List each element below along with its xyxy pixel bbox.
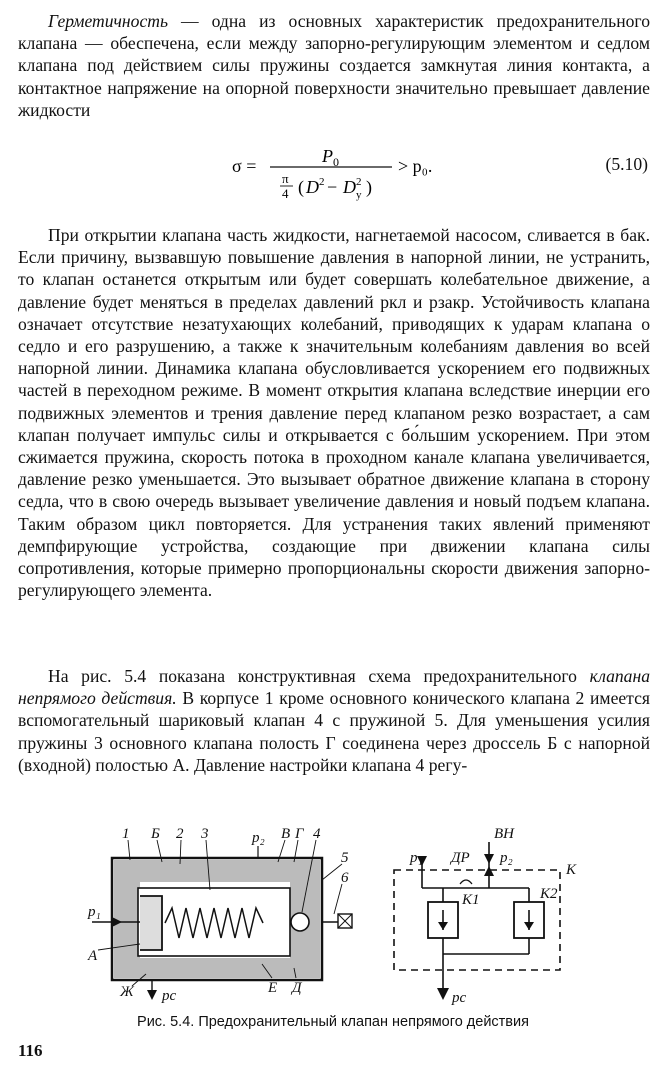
label-B: Б [151,826,160,842]
svg-text:2: 2 [319,176,325,188]
svg-text:D: D [343,177,356,197]
label-V: В [281,826,291,842]
formula-numerator-sub: 0 [333,155,339,169]
paragraph-figure-description-start: На рис. 5.4 показана конструктивная схема предохранительного [48,666,590,686]
equation-number: (5.10) [605,154,648,174]
label-K: К [566,862,576,878]
label-DR: ДР [451,850,470,866]
label-p1: p₁ [88,904,101,920]
paragraph-valve-opening [18,224,650,601]
svg-text:4: 4 [282,186,289,201]
label-1: 1 [122,826,130,842]
label-4: 4 [313,826,321,842]
figure-5-4 [0,818,666,1018]
label-pc: pc [162,988,177,1004]
label-A: А [88,948,98,964]
label-schematic-pc: pc [452,990,467,1006]
label-schematic-p2: p₂ [500,850,513,866]
paragraph-hermeticity [18,10,650,121]
formula-5-10 [0,140,666,206]
formula-numerator: P [322,146,333,166]
paragraph-hermeticity-text: — одна из основных характеристик предохранительного клапана — обеспечена, если между запорно-регулирующим элементом и седлом клапана под действием силы пружины создается замкнутая линия контакта, а контактное напряжение на опорной поверхности значительно превышает давление жидкости [18,11,650,120]
svg-text:(: ( [298,177,304,197]
formula-denominator [280,171,372,201]
label-3: 3 [201,826,209,842]
page-number: 116 [18,1041,43,1060]
paragraph-valve-opening-text: При открытии клапана часть жидкости, нагнетаемой насосом, сливается в бак. Если причину, вызвавшую повышение давления в напорной линии, не устранить, то клапан останется открытым или будет совершать колебательное движение, а давление будет меняться в пределах давлений pкл и pзакр. Устойчивость клапана означает отсутствие незатухающих колебаний, приводящих к ударам клапана о седло и его разрушению, а также к значительным колебаниям давления во всей напорной линии. Динамика клапана обусловливается ускорением его подвижных частей в переходном режиме. В момент открытия клапана вследствие инерции его подвижных элементов и трения давление перед клапаном резко возрастает, а сам клапан получает импульс силы и открывается с бо́льшим ускорением. При этом сжимается пружина, скорость потока в проходном канале клапана увеличивается, давление резко уменьшается. Это вызывает обратное движение клапана в сторону седла, что в свою очередь вызывает увеличение давления и новый подъем клапана. Таким образом цикл повторяется. Для устранения таких явлений применяют демпфирующие устройства, создающие при движении клапана силы сопротивления, которые примерно пропорциональны скорости движения запорно-регулирующего элемента. [18,225,650,601]
term-indirect-valve: клапана непрямого действия. [18,666,650,709]
svg-text:π: π [282,171,289,186]
valve-construction-drawing [92,840,352,1000]
label-Zh: Ж [120,984,134,1000]
label-VN: ВН [494,826,514,842]
svg-text:): ) [366,177,372,197]
label-2: 2 [176,826,184,842]
label-E: Е [268,980,278,996]
label-p2: p₂ [252,830,265,846]
figure-caption: Рис. 5.4. Предохранительный клапан непрямого действия [137,1014,529,1030]
term-hermeticity: Герметичность [48,11,168,31]
label-D: Д [292,980,302,996]
schematic-labels [409,826,577,1006]
paragraph-figure-description-end: В корпусе 1 кроме основного конического клапана 2 имеется вспомогательный шариковый клапан 4 с пружиной 5. Для уменьшения усилия пружины 3 основного клапана полость Г соединена через дроссель Б с напорной (входной) полостью А. Давление настройки клапана 4 регу- [18,688,650,775]
svg-text:D: D [306,177,319,197]
paragraph-figure-description [18,665,650,776]
svg-text:2: 2 [356,176,362,188]
svg-text:−: − [327,177,338,197]
formula-lhs: σ = [232,156,257,176]
svg-text:у: у [356,189,362,201]
label-schematic-p1: p₁ [410,850,423,866]
label-5: 5 [341,850,349,866]
label-K1: К1 [462,892,480,908]
label-6: 6 [341,870,349,886]
label-G: Г [295,826,304,842]
formula-rhs: > p₀. [398,156,433,176]
label-K2: К2 [540,886,558,902]
